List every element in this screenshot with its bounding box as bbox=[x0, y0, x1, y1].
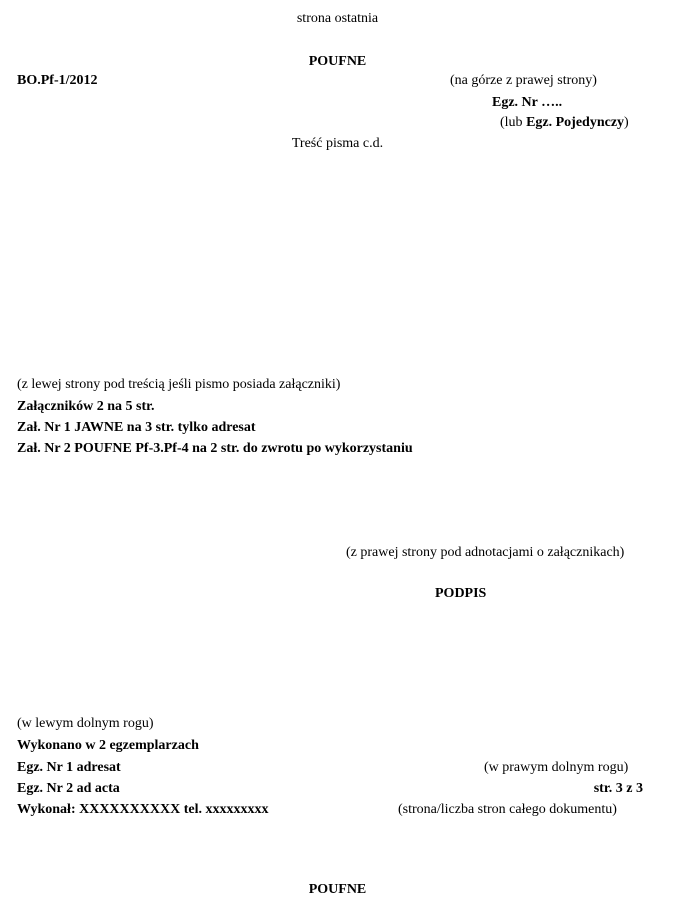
copy-1-recipient: Egz. Nr 1 adresat bbox=[17, 760, 121, 775]
page-count: str. 3 z 3 bbox=[593, 781, 643, 796]
copies-made: Wykonano w 2 egzemplarzach bbox=[17, 738, 199, 753]
signature-note: (z prawej strony pod adnotacjami o załącznikach) bbox=[346, 545, 625, 560]
page-count-explanation: (strona/liczba stron całego dokumentu) bbox=[398, 802, 617, 817]
page-note: strona ostatnia bbox=[296, 11, 379, 26]
footer-left-note: (w lewym dolnym rogu) bbox=[17, 716, 154, 731]
classification-bottom: POUFNE bbox=[308, 882, 367, 897]
signature-label: PODPIS bbox=[435, 586, 487, 601]
attachment-item: Zał. Nr 2 POUFNE Pf-3.Pf-4 na 2 str. do zwrotu po wykorzystaniu bbox=[17, 441, 413, 456]
attachments-summary: Załączników 2 na 5 str. bbox=[17, 399, 155, 414]
copy-2-recipient: Egz. Nr 2 ad acta bbox=[17, 781, 120, 796]
document-author: Wykonał: XXXXXXXXXX tel. xxxxxxxxx bbox=[17, 802, 269, 817]
copy-number: Egz. Nr ….. bbox=[492, 95, 563, 110]
attachments-note: (z lewej strony pod treścią jeśli pismo posiada załączniki) bbox=[17, 377, 341, 392]
content-continuation: Treść pisma c.d. bbox=[291, 136, 384, 151]
alt-copy-prefix: (lub bbox=[500, 115, 527, 130]
alt-copy-bold: Egz. Pojedynczy bbox=[526, 115, 625, 130]
document-reference: BO.Pf-1/2012 bbox=[17, 73, 98, 88]
footer-right-note: (w prawym dolnym rogu) bbox=[484, 760, 629, 775]
classification-top: POUFNE bbox=[308, 54, 367, 69]
position-note: (na górze z prawej strony) bbox=[450, 73, 597, 88]
alt-copy-note bbox=[500, 115, 629, 131]
attachment-item: Zał. Nr 1 JAWNE na 3 str. tylko adresat bbox=[17, 420, 256, 435]
alt-copy-suffix: ) bbox=[624, 115, 629, 130]
